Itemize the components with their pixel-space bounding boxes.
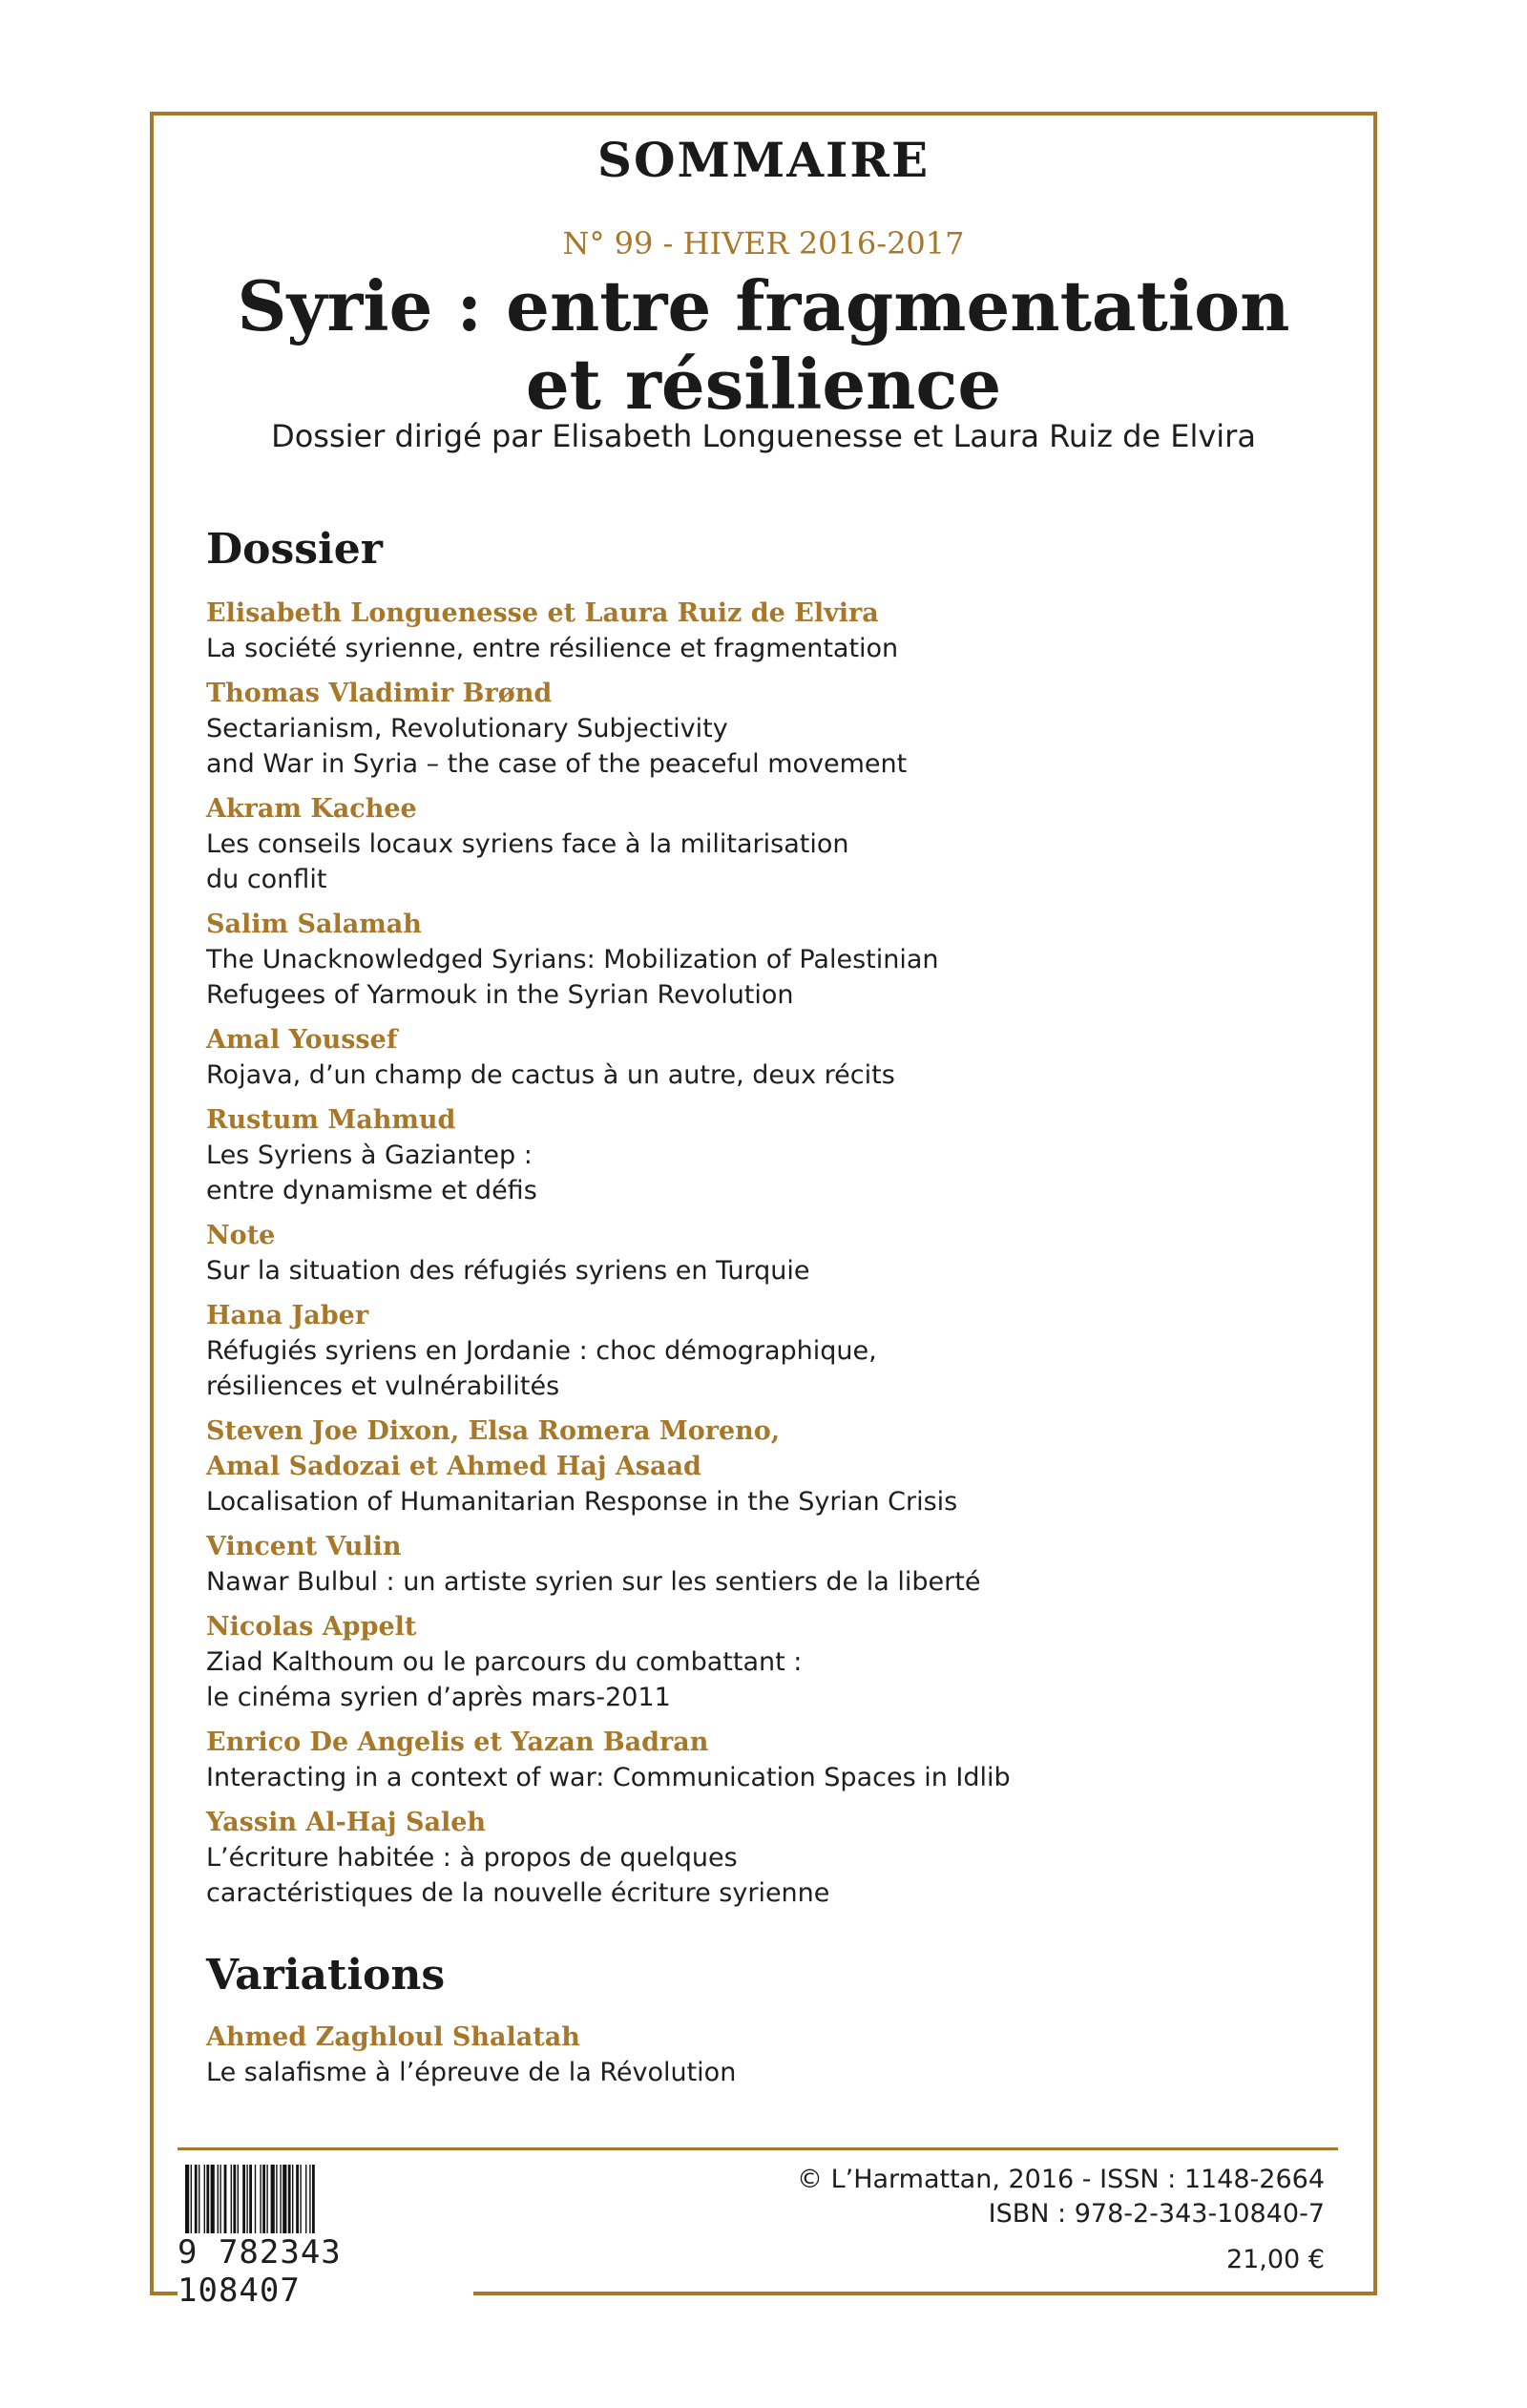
entry-article-title: La société syrienne, entre résilience et fragmentation bbox=[206, 634, 899, 663]
entry-article-title: Les conseils locaux syriens face à la militarisation du conflit bbox=[206, 829, 849, 894]
toc-entry bbox=[206, 676, 1332, 782]
toc-entry bbox=[206, 1725, 1332, 1795]
page-heading: SOMMAIRE bbox=[596, 132, 931, 188]
isbn: ISBN : 978-2-343-10840-7 bbox=[988, 2199, 1325, 2229]
entry-author: Steven Joe Dixon, Elsa Romera Moreno, Amal Sadozai et Ahmed Haj Asaad bbox=[206, 1416, 781, 1481]
entry-article-title: Localisation of Humanitarian Response in the Syrian Crisis bbox=[206, 1487, 958, 1517]
toc-entry bbox=[206, 1529, 1332, 1600]
entry-author: Ahmed Zaghloul Shalatah bbox=[206, 2022, 580, 2052]
price: 21,00 € bbox=[1225, 2245, 1325, 2274]
entry-author: Yassin Al-Haj Saleh bbox=[206, 1808, 487, 1837]
issue-title-line-2: et résilience bbox=[525, 344, 1002, 425]
entry-article-title: Ziad Kalthoum ou le parcours du combattant : le cinéma syrien d’après mars-2011 bbox=[206, 1647, 803, 1712]
toc-entry bbox=[206, 1805, 1332, 1911]
entry-article-title: Sur la situation des réfugiés syriens en Turquie bbox=[206, 1256, 810, 1286]
publication-info bbox=[797, 2163, 1325, 2231]
copyright-issn: © L’Harmattan, 2016 - ISSN : 1148-2664 bbox=[796, 2165, 1325, 2194]
entry-author: Enrico De Angelis et Yazan Badran bbox=[206, 1727, 709, 1757]
entry-article-title: Le salafisme à l’épreuve de la Révolution bbox=[206, 2058, 737, 2087]
section-title-variations: Variations bbox=[206, 1951, 446, 2000]
entry-author: Rustum Mahmud bbox=[206, 1105, 456, 1135]
footer-divider bbox=[178, 2147, 1338, 2150]
toc-entry bbox=[206, 907, 1332, 1013]
entry-article-title: Nawar Bulbul : un artiste syrien sur les sentiers de la liberté bbox=[206, 1567, 981, 1597]
barcode-digits: 9 782343 108407 bbox=[178, 2233, 473, 2310]
entry-article-title: Sectarianism, Revolutionary Subjectivity and War in Syria – the case of the peaceful movement bbox=[206, 714, 908, 779]
entry-author: Nicolas Appelt bbox=[206, 1612, 417, 1642]
toc-entry bbox=[206, 596, 1332, 666]
entry-author: Hana Jaber bbox=[206, 1301, 369, 1330]
section-title-dossier: Dossier bbox=[206, 525, 383, 574]
toc-entry bbox=[206, 1102, 1332, 1208]
toc-entry bbox=[206, 1022, 1332, 1093]
entry-article-title: Réfugiés syriens en Jordanie : choc démographique, résiliences et vulnérabilités bbox=[206, 1336, 877, 1401]
toc-entry bbox=[206, 791, 1332, 897]
toc-entry bbox=[206, 2020, 1332, 2090]
entry-author: Vincent Vulin bbox=[206, 1532, 402, 1561]
entry-author: Salim Salamah bbox=[206, 910, 422, 939]
entry-author: Akram Kachee bbox=[206, 794, 417, 824]
entry-article-title: Rojava, d’un champ de cactus à un autre, deux récits bbox=[206, 1060, 895, 1090]
entry-author: Elisabeth Longuenesse et Laura Ruiz de Elvira bbox=[206, 598, 879, 628]
entry-article-title: The Unacknowledged Syrians: Mobilization of Palestinian Refugees of Yarmouk in the Syrian Revolution bbox=[206, 945, 939, 1010]
entry-article-title: Les Syriens à Gaziantep : entre dynamisme et défis bbox=[206, 1141, 537, 1205]
entry-article-title: Interacting in a context of war: Communication Spaces in Idlib bbox=[206, 1763, 1011, 1792]
issue-title-line-1: Syrie : entre fragmentation bbox=[237, 265, 1290, 346]
toc-entry bbox=[206, 1218, 1332, 1288]
issue-title bbox=[0, 267, 1527, 424]
dossier-list bbox=[206, 596, 1332, 1920]
issue-number: N° 99 - HIVER 2016-2017 bbox=[562, 225, 965, 262]
dossier-direction: Dossier dirigé par Elisabeth Longuenesse et Laura Ruiz de Elvira bbox=[271, 418, 1256, 454]
entry-author: Amal Youssef bbox=[206, 1025, 398, 1055]
variations-list bbox=[206, 2020, 1332, 2100]
toc-entry bbox=[206, 1298, 1332, 1404]
entry-author: Note bbox=[206, 1221, 276, 1250]
entry-article-title: L’écriture habitée : à propos de quelques caractéristiques de la nouvelle écriture syrienne bbox=[206, 1843, 830, 1908]
entry-author: Thomas Vladimir Brønd bbox=[206, 679, 553, 708]
toc-entry bbox=[206, 1609, 1332, 1715]
toc-entry bbox=[206, 1413, 1332, 1519]
